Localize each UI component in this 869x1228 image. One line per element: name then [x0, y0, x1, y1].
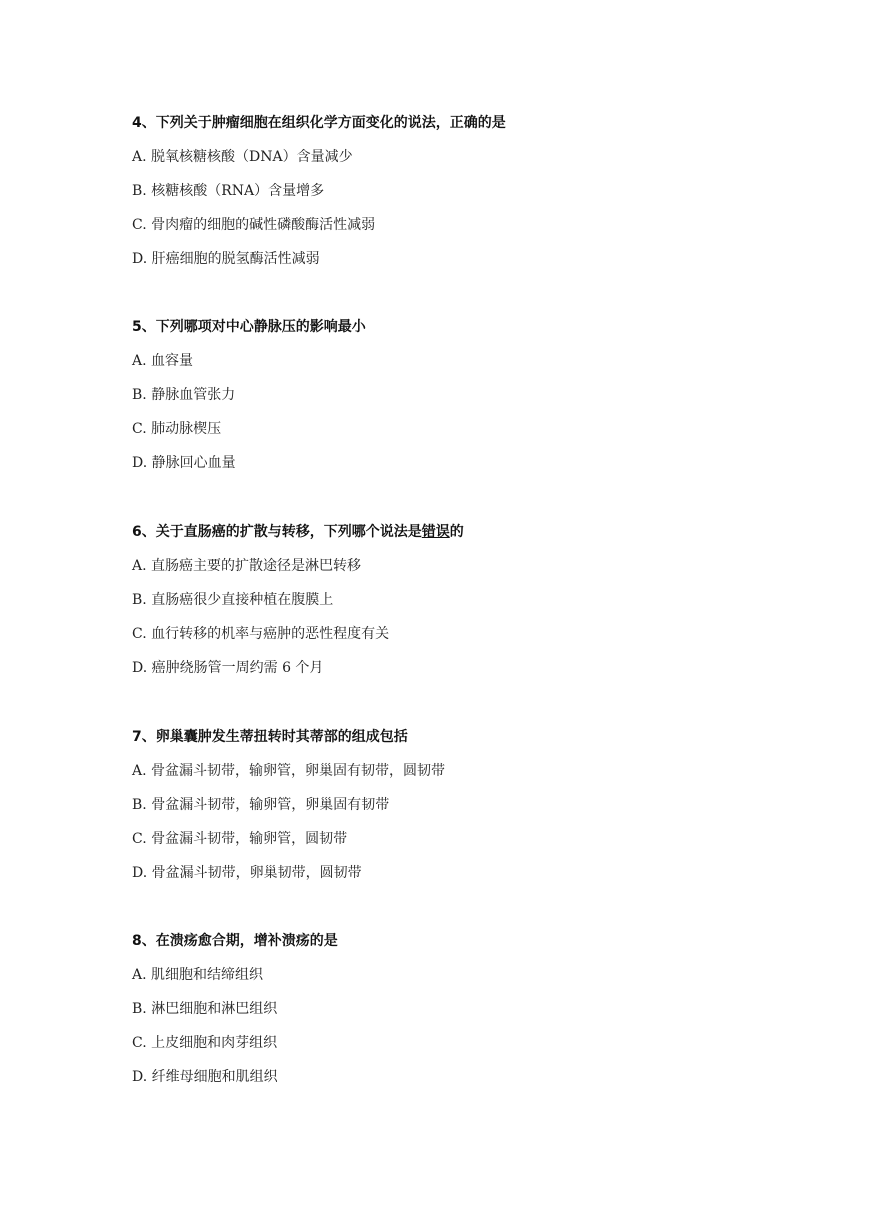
option-b: B. 淋巴细胞和淋巴组织 — [132, 1001, 278, 1017]
option-c: C. 上皮细胞和肉芽组织 — [132, 1035, 278, 1051]
option-c: C. 骨盆漏斗韧带，输卵管，圆韧带 — [132, 831, 348, 847]
option-d: D. 癌肿绕肠管一周约需 6 个月 — [132, 660, 324, 676]
question-title: 8、在溃疡愈合期，增补溃疡的是 — [132, 933, 338, 949]
option-b: B. 直肠癌很少直接种植在腹膜上 — [132, 592, 334, 608]
question-4 — [132, 114, 812, 284]
option-c: C. 肺动脉楔压 — [132, 421, 222, 437]
question-title: 7、卵巢囊肿发生蒂扭转时其蒂部的组成包括 — [132, 729, 408, 745]
question-title — [132, 523, 812, 541]
option-d: D. 肝癌细胞的脱氢酶活性减弱 — [132, 251, 320, 267]
option-b: B. 静脉血管张力 — [132, 387, 236, 403]
option-d: D. 纤维母细胞和肌组织 — [132, 1069, 278, 1085]
option-a: A. 骨盆漏斗韧带，输卵管，卵巢固有韧带，圆韧带 — [132, 763, 446, 779]
option-a: A. 肌细胞和结缔组织 — [132, 967, 264, 983]
option-d: D. 静脉回心血量 — [132, 455, 236, 471]
option-a: A. 血容量 — [132, 353, 194, 369]
option-a: A. 直肠癌主要的扩散途径是淋巴转移 — [132, 558, 362, 574]
question-8 — [132, 932, 812, 1102]
question-title: 5、下列哪项对中心静脉压的影响最小 — [132, 319, 366, 335]
question-6 — [132, 523, 812, 693]
question-title-suffix: 的 — [449, 524, 464, 540]
option-c: C. 血行转移的机率与癌肿的恶性程度有关 — [132, 626, 390, 642]
question-5 — [132, 318, 812, 488]
question-title-prefix: 6、关于直肠癌的扩散与转移，下列哪个说法是 — [132, 524, 422, 540]
question-title-emphasis: 错误 — [421, 524, 450, 540]
option-a: A. 脱氧核糖核酸（DNA）含量减少 — [132, 149, 353, 165]
question-7 — [132, 728, 812, 898]
option-c: C. 骨肉瘤的细胞的碱性磷酸酶活性减弱 — [132, 217, 376, 233]
question-title: 4、下列关于肿瘤细胞在组织化学方面变化的说法，正确的是 — [132, 115, 506, 131]
option-d: D. 骨盆漏斗韧带，卵巢韧带，圆韧带 — [132, 865, 362, 881]
option-b: B. 核糖核酸（RNA）含量增多 — [132, 183, 325, 199]
option-b: B. 骨盆漏斗韧带，输卵管，卵巢固有韧带 — [132, 797, 390, 813]
